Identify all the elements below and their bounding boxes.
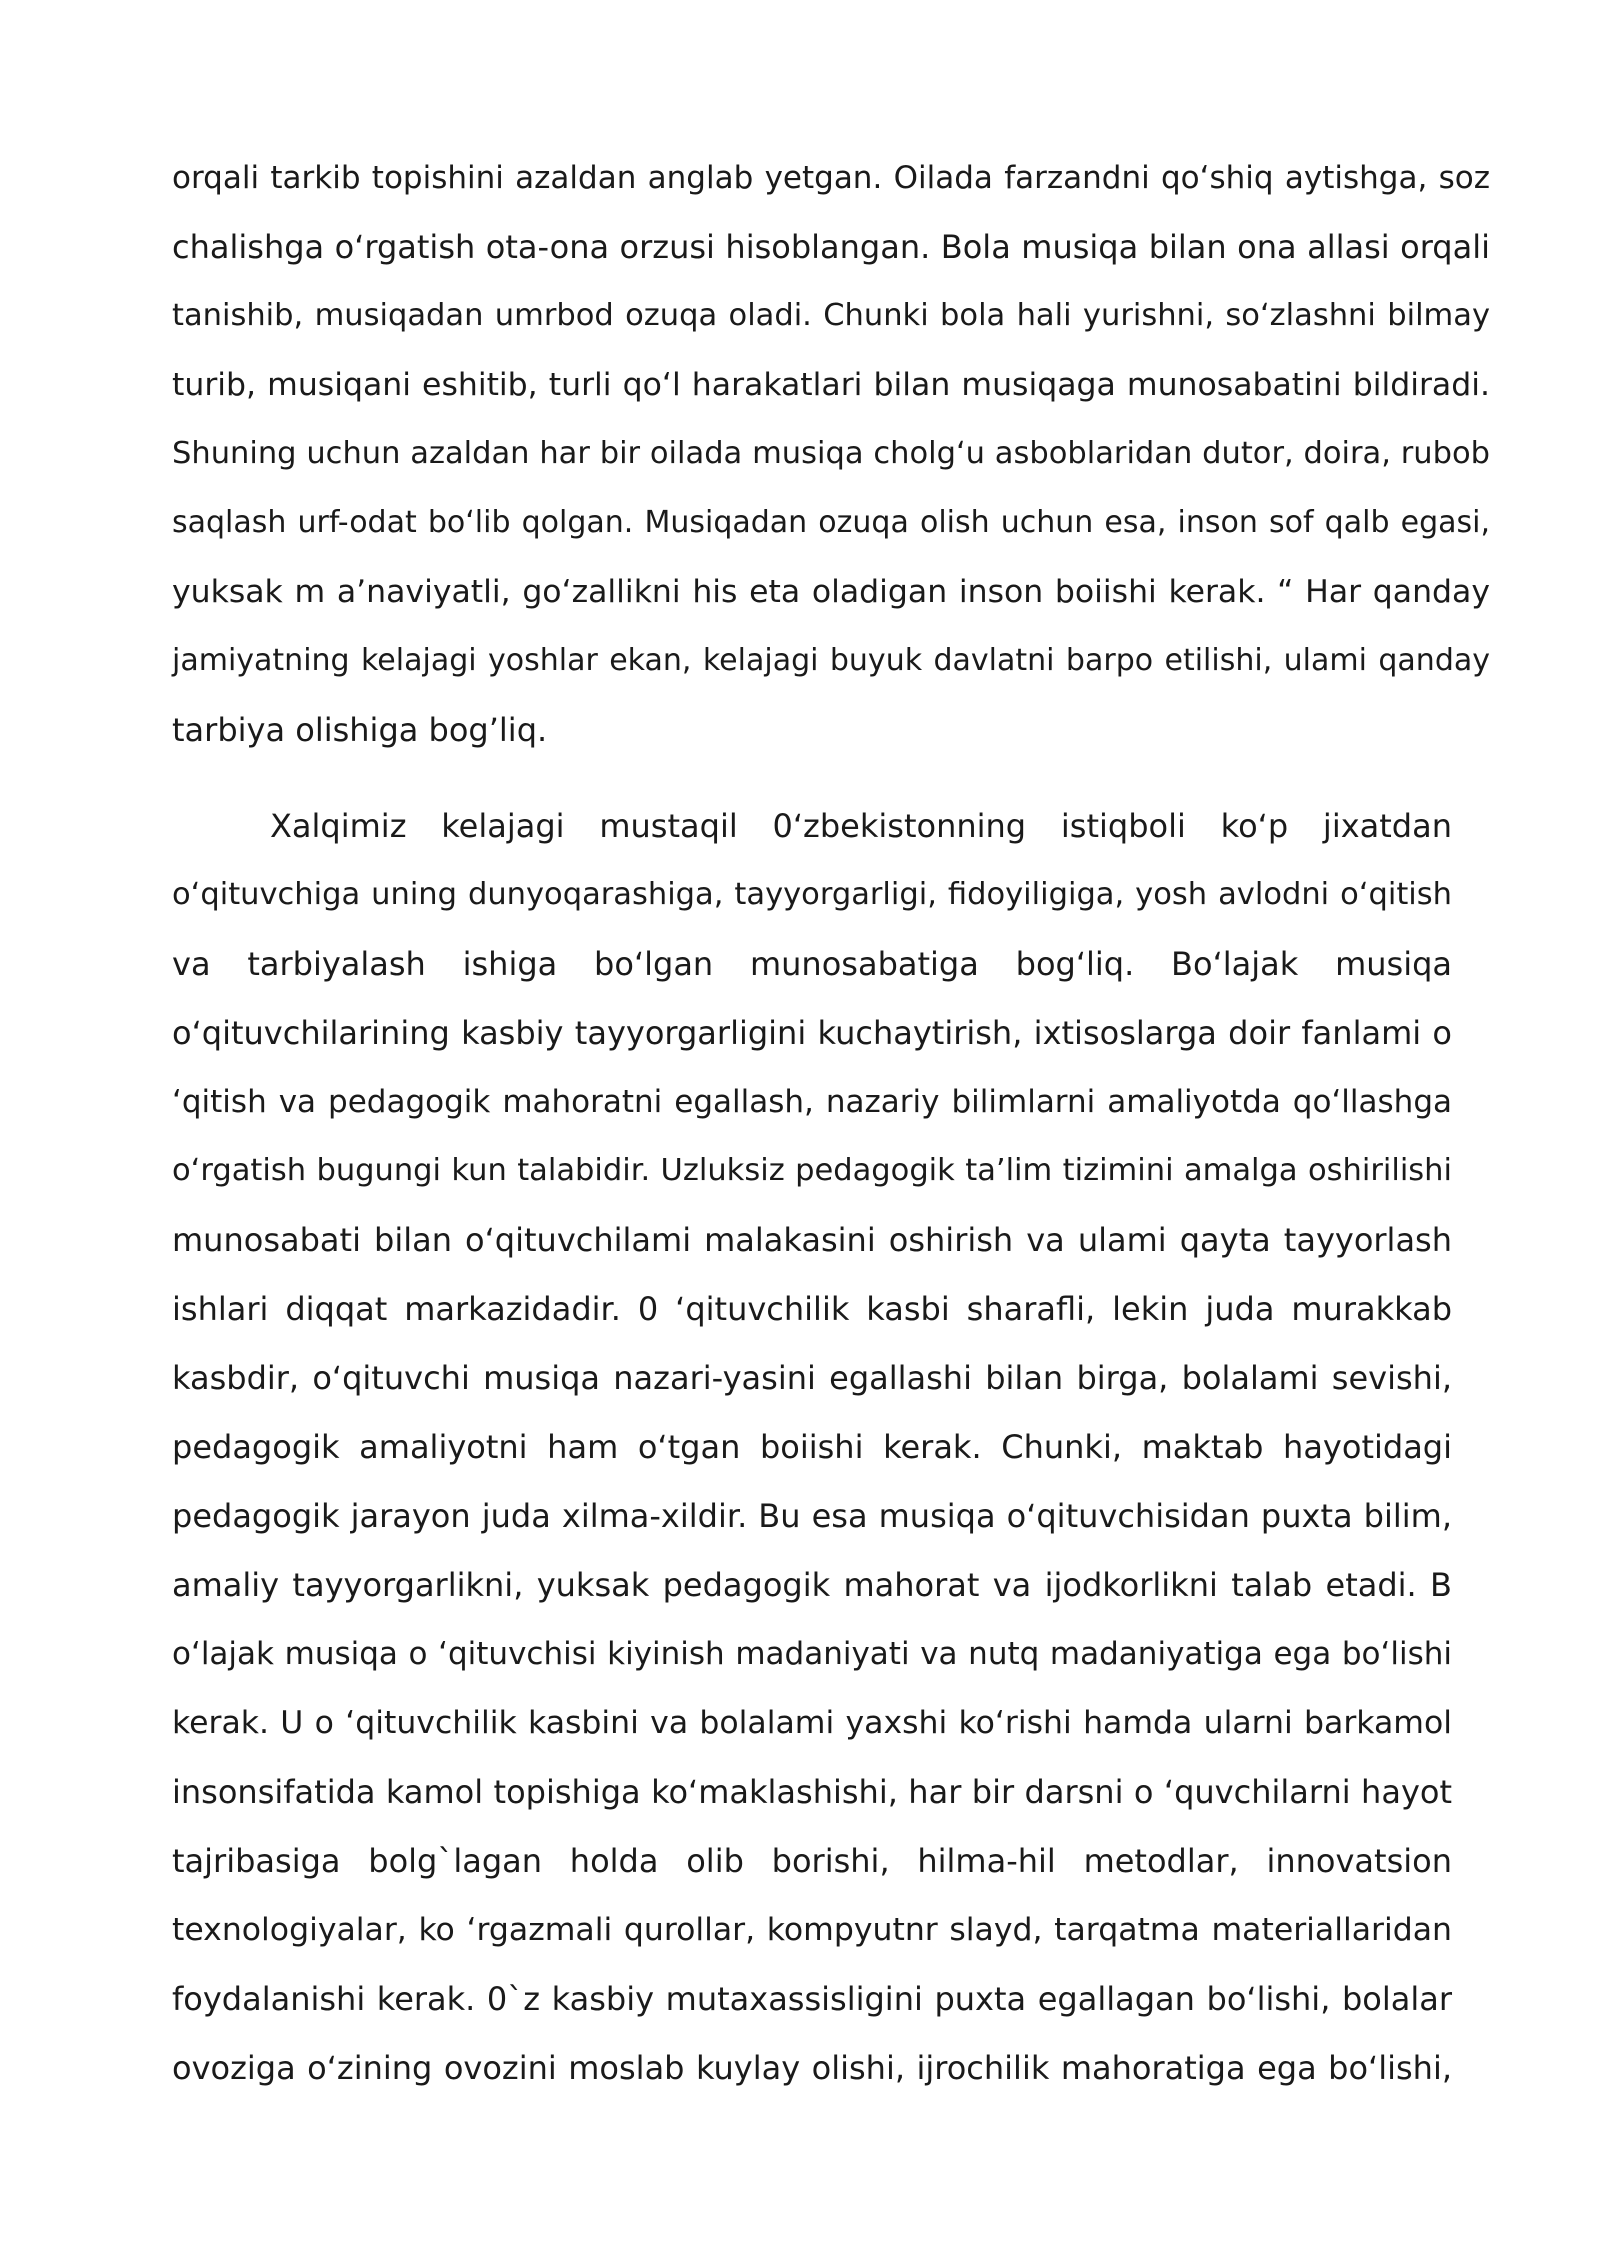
paragraph-line: tajribasiga bolg`lagan holda olib borishi, hilma-hil metodlar, innovatsion [172, 1842, 1452, 1880]
paragraph-line: orqali tarkib topishini azaldan anglab yetgan. Oilada farzandni qoʻshiq aytishga, soz [172, 160, 1490, 196]
paragraph-line: va tarbiyalash ishiga boʻlgan munosabatiga bogʻliq. Boʻlajak musiqa [172, 945, 1452, 983]
paragraph-line: oʻqituvchilarining kasbiy tayyorgarligini kuchaytirish, ixtisoslarga doir fanlami o [172, 1014, 1452, 1052]
paragraph-line: kerak. U o ʻqituvchilik kasbini va bolalami yaxshi koʻrishi hamda ularni barkamol [172, 1705, 1452, 1741]
paragraph-line: chalishga oʻrgatish ota-ona orzusi hisoblangan. Bola musiqa bilan ona allasi orqali [172, 228, 1490, 266]
paragraph-line: kasbdir, oʻqituvchi musiqa nazari-yasini egallashi bilan birga, bolalami sevishi, [172, 1359, 1452, 1397]
paragraph-line: yuksak m a’naviyatli, goʻzallikni his eta oladigan inson boiishi kerak. “ Har qanday [172, 574, 1490, 610]
paragraph-line: oʻrgatish bugungi kun talabidir. Uzluksiz pedagogik ta’lim tizimini amalga oshirilishi [172, 1153, 1452, 1188]
paragraph-line: munosabati bilan oʻqituvchilami malakasini oshirish va ulami qayta tayyorlash [172, 1221, 1452, 1259]
paragraph-line: ʻqitish va pedagogik mahoratni egallash, nazariy bilimlarni amaliyotda qoʻllashga [172, 1084, 1452, 1120]
paragraph-line: ishlari diqqat markazidadir. 0 ʻqituvchilik kasbi sharafli, lekin juda murakkab [172, 1290, 1452, 1328]
paragraph-line: ovoziga oʻzining ovozini moslab kuylay olishi, ijrochilik mahoratiga ega boʻlishi, [172, 2049, 1452, 2087]
paragraph-line: amaliy tayyorgarlikni, yuksak pedagogik mahorat va ijodkorlikni talab etadi. B [172, 1566, 1452, 1604]
paragraph-line: tarbiya olishiga bog’liq. [172, 711, 548, 749]
paragraph-line: texnologiyalar, ko ʻrgazmali qurollar, kompyutnr slayd, tarqatma materiallaridan [172, 1912, 1452, 1948]
paragraph-line: foydalanishi kerak. 0`z kasbiy mutaxassisligini puxta egallagan boʻlishi, bolalar [172, 1980, 1452, 2018]
paragraph-line: pedagogik jarayon juda xilma-xildir. Bu esa musiqa oʻqituvchisidan puxta bilim, [172, 1497, 1452, 1535]
paragraph-line: pedagogik amaliyotni ham oʻtgan boiishi kerak. Chunki, maktab hayotidagi [172, 1428, 1452, 1466]
paragraph-line: Shuning uchun azaldan har bir oilada musiqa cholgʻu asboblaridan dutor, doira, rubob [172, 436, 1490, 471]
paragraph-line: oʻlajak musiqa o ʻqituvchisi kiyinish madaniyati va nutq madaniyatiga ega boʻlishi [172, 1636, 1452, 1672]
paragraph-line: Xalqimiz kelajagi mustaqil 0ʻzbekistonning istiqboli koʻp jixatdan [270, 807, 1452, 845]
paragraph-line: tanishib, musiqadan umrbod ozuqa oladi. Chunki bola hali yurishni, soʻzlashni bilmay [172, 298, 1490, 333]
paragraph-line: turib, musiqani eshitib, turli qoʻl harakatlari bilan musiqaga munosabatini bildiradi. [172, 367, 1490, 403]
paragraph-line: oʻqituvchiga uning dunyoqarashiga, tayyorgarligi, fidoyiligiga, yosh avlodni oʻqitish [172, 877, 1452, 912]
paragraph-line: insonsifatida kamol topishiga koʻmaklashishi, har bir darsni o ʻquvchilarni hayot [172, 1773, 1452, 1811]
paragraph-line: saqlash urf-odat boʻlib qolgan. Musiqadan ozuqa olish uchun esa, inson sof qalb egasi, [172, 505, 1490, 540]
paragraph-line: jamiyatning kelajagi yoshlar ekan, kelajagi buyuk davlatni barpo etilishi, ulami qanday [172, 643, 1490, 678]
